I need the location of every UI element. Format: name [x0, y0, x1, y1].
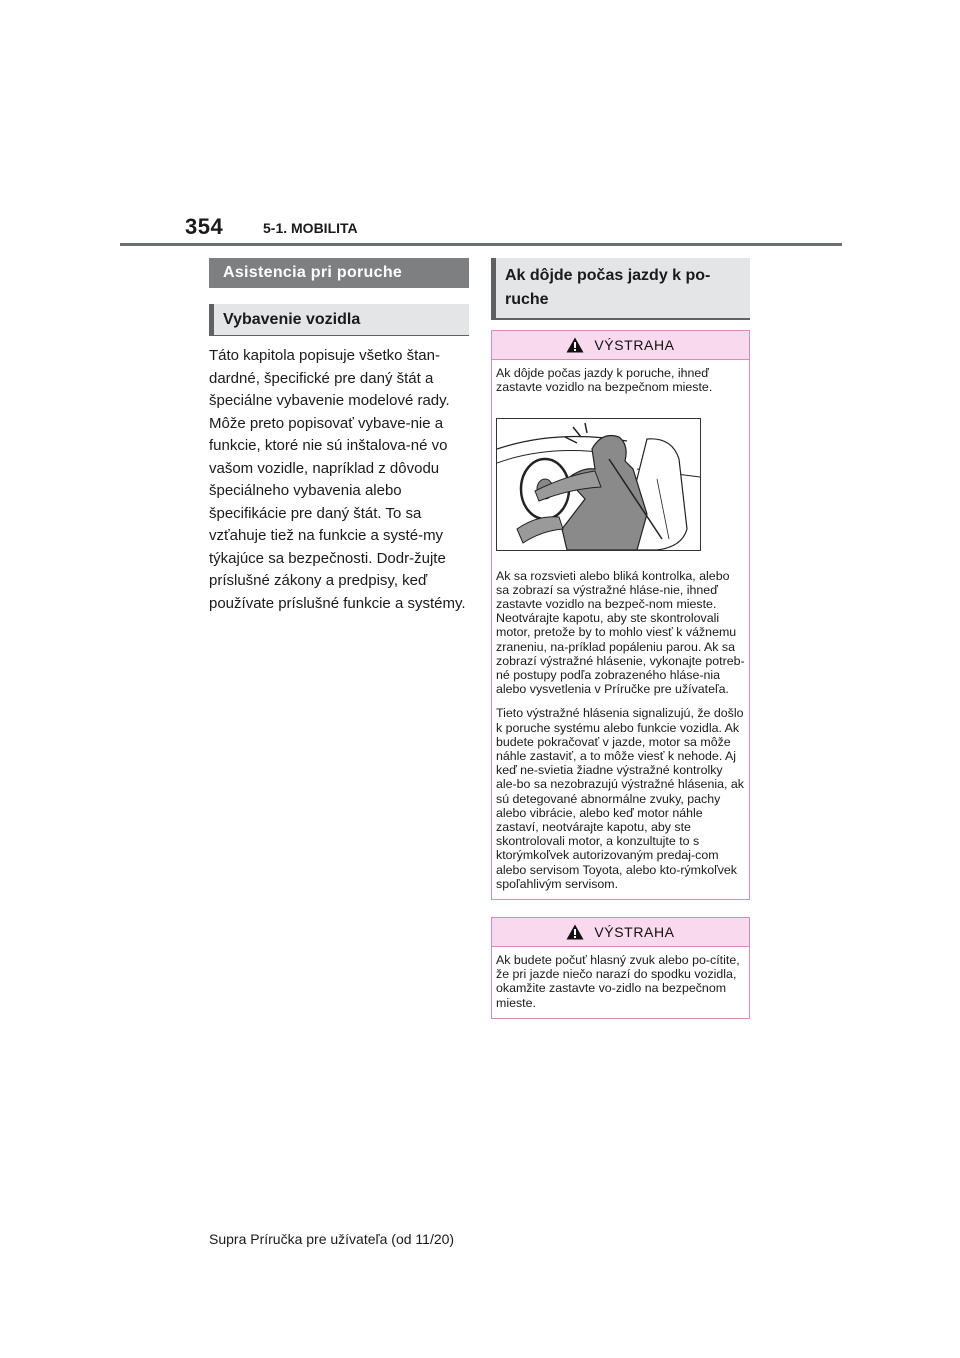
warning-title-2: VÝSTRAHA	[594, 924, 675, 941]
warning-box	[491, 330, 750, 900]
warning-header-2	[492, 918, 749, 947]
warning-triangle-icon	[566, 337, 584, 353]
warning-body	[492, 360, 749, 899]
page-footer: Supra Príručka pre užívateľa (od 11/20)	[209, 1231, 455, 1247]
header-divider	[120, 243, 842, 246]
section-title: 5-1. MOBILITA	[263, 220, 358, 236]
warning-triangle-icon	[566, 924, 584, 940]
page-header	[0, 0, 960, 250]
warning-body-2	[492, 947, 749, 1018]
subsection-heading: Vybavenie vozidla	[209, 304, 469, 336]
warning-box-2	[491, 917, 750, 1019]
right-heading: Ak dôjde počas jazdy k po-ruche	[491, 258, 750, 320]
left-column	[209, 258, 469, 615]
body-paragraph: Táto kapitola popisuje všetko štan-dardné, špecifické pre daný štát a špeciálne vybavenie modelové rady. Môže preto popisovať vybave-nie a funkcie, ktoré nie sú inštalova-né vo vašom vozidle, napríklad z dôvodu špeciálneho vybavenia alebo špecifikácie pre daný štát. To sa vzťahuje tiež na funkcie a systé-my týkajúce sa bezpečnosti. Dodr-žujte príslušné zákony a predpisy, keď používate príslušné funkcie a systémy.	[209, 347, 466, 612]
section-heading: Asistencia pri poruche	[209, 258, 469, 288]
warning-intro: Ak dôjde počas jazdy k poruche, ihneď zastavte vozidlo na bezpečnom mieste.	[496, 366, 713, 395]
warning-paragraph-2: Tieto výstražné hlásenia signalizujú, že došlo k poruche systému alebo funkcie vozidla. Ak budete pokračovať v jazde, motor sa môže náhle zastaviť, a to môže viesť k nehode. Aj keď ne-svietia žiadne výstražné kontrolky ale-bo sa nezobrazujú výstražné hlásenia, ak sú detegované abnormálne zvuky, pachy alebo vibrácie, alebo keď motor náhle zastaví, neotvárajte kapotu, aby ste skontrolovali motor, a konzultujte to s ktorýmkoľvek autorizovaným predaj-com alebo servisom Toyota, alebo kto-rýmkoľvek spoľahlivým servisom.	[496, 706, 744, 891]
warning-paragraph-1: Ak sa rozsvieti alebo bliká kontrolka, alebo sa zobrazí sa výstražné hláse-nie, ihneď zastavte vozidlo na bezpeč-nom mieste. Neotvárajte kapotu, aby ste skontrolovali motor, pretože by to mohlo viesť k vážnemu zraneniu, na-príklad popáleniu parou. Ak sa zobrazí výstražné hlásenie, vykonajte potreb-né postupy podľa zobrazeného hláse-nia alebo vysvetlenia v Príručke pre užívateľa.	[496, 568, 745, 697]
warning-title: VÝSTRAHA	[594, 337, 675, 353]
driver-illustration	[496, 418, 701, 551]
page-number: 354	[185, 214, 224, 239]
right-column	[491, 258, 750, 1019]
warning-header	[492, 331, 749, 360]
warning-2-paragraph: Ak budete počuť hlasný zvuk alebo po-cítite, že pri jazde niečo narazí do spodku vozidla, okamžite zastavte vo-zidlo na bezpečnom mieste.	[496, 953, 740, 1010]
